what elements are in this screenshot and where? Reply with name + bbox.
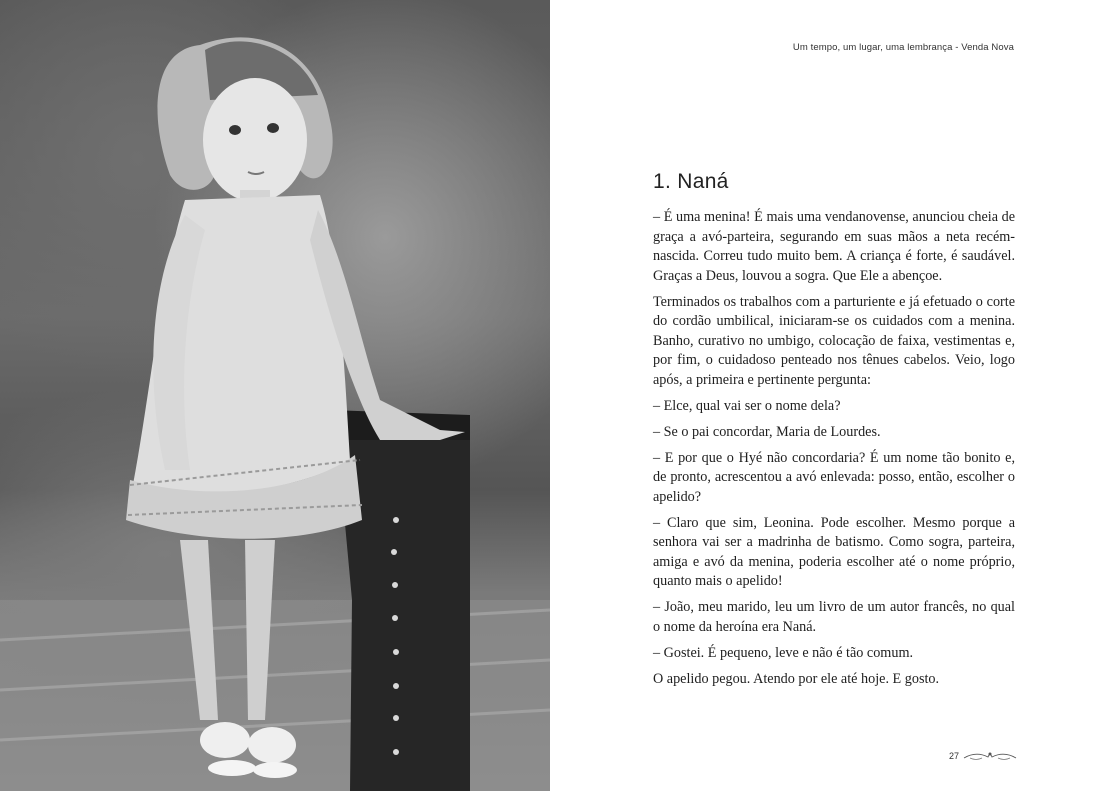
- paragraph: – E por que o Hyé não concordaria? É um nome tão bonito e, de pronto, acrescentou a avó enlevada: posso, então, escolher o apelido?: [653, 449, 1015, 505]
- paragraph: – Claro que sim, Leonina. Pode escolher. Mesmo porque a senhora vai ser a madrinha de batismo. Como sogra, parteira, amiga e avó da menina, poderia escolher até o nome próprio, quanto mais o apelido!: [653, 514, 1015, 589]
- paragraph: – Gostei. É pequeno, leve e não é tão comum.: [653, 644, 914, 661]
- chapter-body: [653, 208, 1015, 696]
- paragraph: – É uma menina! É mais uma vendanovense, anunciou cheia de graça a avó-parteira, segurando em suas mãos a neta recém-nascida. Correu tudo muito bem. A criança é forte, é saudável. Graças a Deus, louvou a sogra. Que Ele a abençoe.: [653, 209, 1015, 284]
- page-number: 27: [949, 751, 960, 761]
- paragraph: – João, meu marido, leu um livro de um autor francês, no qual o nome da heroína era Naná.: [653, 599, 1015, 635]
- chapter-title: 1. Naná: [653, 170, 729, 193]
- paragraph: – Elce, qual vai ser o nome dela?: [653, 397, 841, 414]
- ornament-icon: [962, 749, 1018, 763]
- running-head: Um tempo, um lugar, uma lembrança - Venda Nova: [792, 42, 1014, 53]
- paragraph: – Se o pai concordar, Maria de Lourdes.: [653, 423, 881, 440]
- paragraph: O apelido pegou. Atendo por ele até hoje. E gosto.: [653, 670, 940, 687]
- paragraph: Terminados os trabalhos com a parturiente e já efetuado o corte do cordão umbilical, iniciaram-se os cuidados com a menina. Banho, curativo no umbigo, colocação de faixa, vestimentas e, por fim, o cuidadoso penteado nos tênues cabelos. Veio, logo após, a primeira e pertinente pergunta:: [653, 293, 1015, 388]
